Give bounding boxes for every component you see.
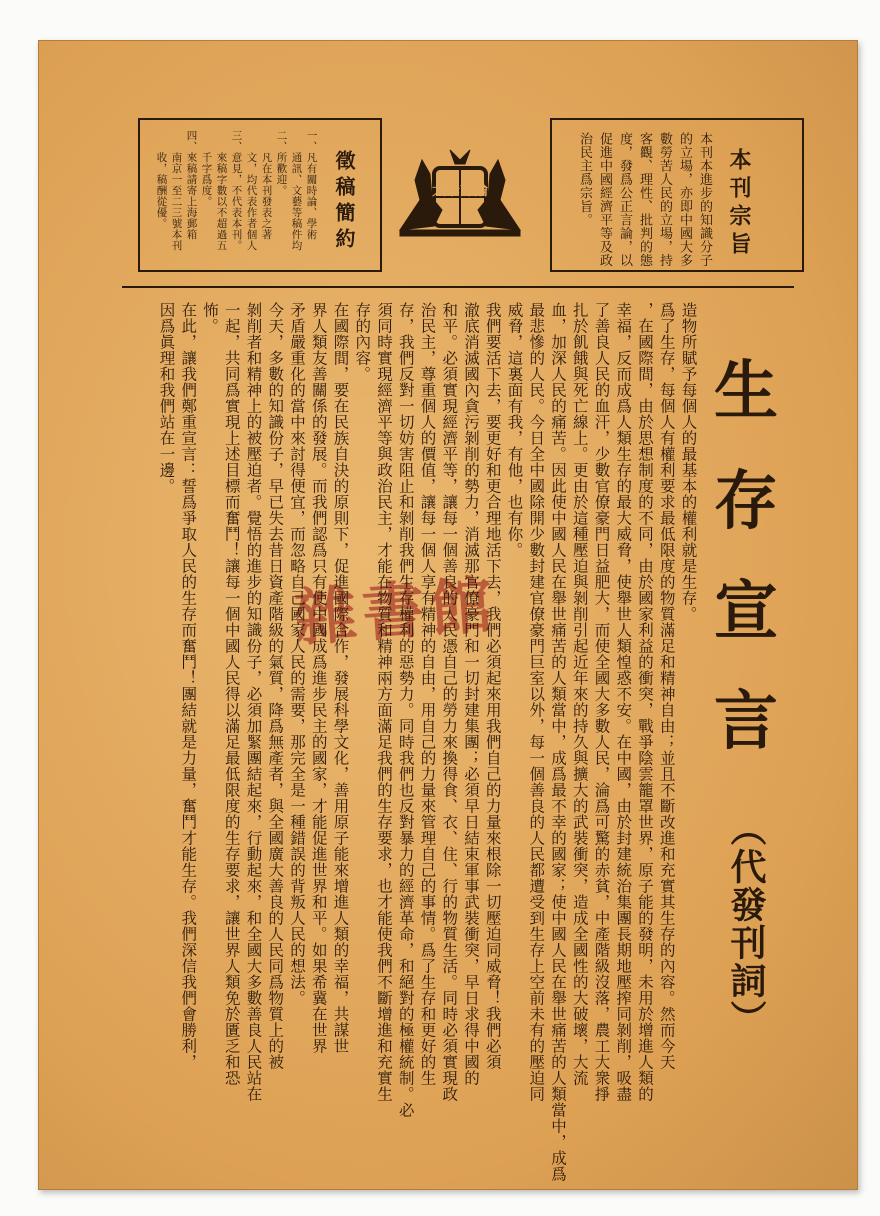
article-column: 因爲眞理和我們站在一邊。 <box>157 302 176 494</box>
submission-line: 四、來稿請寄上海郵箱 <box>185 130 198 240</box>
mission-line: 的立場，亦即中國大多 <box>677 132 692 267</box>
article-column: 血，加深人民的痛苦。因此使中國人民在舉世痛苦的人類當中，成爲最不幸的國家；使中國人民在舉世痛苦的人類當中，成爲 <box>549 302 567 1182</box>
article-column: 界人類友善關係的發展。而我們認爲只有使中國成爲進步民主的國家，才能促進世界和平。如果希冀在世界 <box>309 302 328 1054</box>
article-column: 威脅，這裏面有我，有他，也有你。 <box>505 302 524 558</box>
submission-line: 南京一至二三號本刊 <box>170 130 183 251</box>
article-column: 須同時實現經濟平等與政治民主，才能在物質和精神兩方面滿足我們的生存要求，也才能使我們不斷增進和充實生 <box>375 302 393 1102</box>
document-page <box>38 40 858 1190</box>
article-title-char: 存 <box>714 464 778 539</box>
article-subtitle: （代發刊詞） <box>725 810 767 1038</box>
article-column: 怖。 <box>201 302 219 334</box>
submission-line: 來稿字數以不超過五 <box>215 130 228 251</box>
article-column: 存的內容。 <box>353 302 372 382</box>
emblem-label: 大學評論 <box>432 183 488 199</box>
article-column: 最悲慘的人民。今日全中國除開少數封建官僚豪門巨室以外，每一個善良的人民都遭受到生存上空前未有的壓迫同 <box>527 302 546 1102</box>
article-title-char: 言 <box>714 684 778 759</box>
article-column: 幸福，反而成爲人類生存的最大威脅，使舉世人類惶惑不安。在中國，由於封建統治集團長期地壓搾同剝削，吸盡 <box>614 302 633 1102</box>
article-column: 存，我們反對一切妨害阻止和剝削我們生存權利的惡勢力。同時我們也反對暴力的經濟革命，和絕對的極權統制。必 <box>396 302 415 1118</box>
mission-line: 客觀、理性、批判的態 <box>637 132 652 267</box>
article-column: 一起，共同爲實現上述目標而奮鬥！讓每一個中國人民得以滿足最低限度的生存要求，讓世界人類免於匱乏和恐 <box>222 302 241 1086</box>
article-column: 今天，多數的知識份子，早已失去昔日資產階級的氣質，降爲無產者，與全國廣大善良的人民同爲物質上的被 <box>266 302 285 1070</box>
article-column: 我們要活下去，要更好和更合理地活下去，我們必須起來用我們自己的力量來根除一切壓迫同威脅！我們必須 <box>483 302 502 1070</box>
submission-line: 收，稿酬從優。 <box>155 130 168 229</box>
mission-line: 促進中國經濟平等及政 <box>597 132 612 267</box>
article-column: 剝削者和精神上的被壓迫者。覺悟的進步的知識份子，必須加緊團結起來，行動起來，和全國大多數善良人民站在 <box>244 302 263 1102</box>
article-column: 造物所賦予每個人的最基本的權利就是生存。 <box>679 302 698 622</box>
submission-line: 二、所歡迎。 <box>275 130 288 213</box>
mission-line: 度，發爲公正言論，以 <box>617 132 632 267</box>
mission-line: 治民主爲宗旨。 <box>577 132 592 227</box>
submission-line: 千字爲度。 <box>200 130 213 207</box>
mission-title: 本刊宗旨 <box>726 148 752 260</box>
article-title-char: 生 <box>714 354 778 429</box>
article-column: ，在國際間，由於思想制度的不同，由於國家利益的衝突，戰爭陰雲籠罩世界，原子能的發明，未用於增進人類的 <box>636 302 654 1102</box>
article-column: 了善良人民的血汗，少數官僚豪門日益肥大，而使全國大多數人民，淪爲可驚的赤貧，中產階級沒落，農工大衆掙 <box>592 302 611 1102</box>
submission-line: 三、意見，不代表本刊。 <box>230 130 243 251</box>
article-column: 矛盾嚴重化的當中來討得便宜，而忽略自己國家人民的需要，那完全是一種錯誤的背叛人民的想法。 <box>288 302 306 1006</box>
watermark-stamp: 雜書館 <box>292 567 501 656</box>
mission-line: 數勞苦人民的立場，持 <box>657 132 672 267</box>
article-column: 在此，讓我們鄭重宣言：誓爲爭取人民的生存而奮鬥！團結就是力量，奮鬥才能生存。我們深信我們會勝利， <box>179 302 198 1070</box>
mission-line: 本刊本進步的知識分子 <box>697 132 712 267</box>
submission-line: 凡在本刊發表之著 <box>260 130 273 240</box>
header-rule <box>122 286 794 288</box>
article-column: 扎於飢餓與死亡線上。更由於這種壓迫與剝削引起近年來的持久與擴大的武裝衝突，造成全國性的大破壞，大流 <box>570 302 589 1086</box>
article-column: 澈底消滅國內貪污剝削的勢力，消滅那官僚豪門和一切封建集團；必須早日結束軍事武裝衝突，早日求得中國的 <box>462 302 480 1086</box>
university-review-emblem <box>390 140 530 250</box>
submission-line: 一、凡有關時論、學術 <box>305 130 318 240</box>
submission-line: 文，均代表作者個人 <box>245 130 258 251</box>
article-column: 和平。必須實現經濟平等，讓每一個善良的人民憑自己的勞力來換得食、衣、住、行的物質生活。同時必須實現政 <box>440 302 459 1102</box>
article-column: 治民主，尊重個人的價值，讓每一個人享有精神的自由，用自己的力量來管理自己的事情。爲了生存和更好的生 <box>418 302 437 1086</box>
article-column: 爲了生存，每個人有權利要求最低限度的物質滿足和精神自由；並且不斷改進和充實其生存的內容。然而今天 <box>657 302 676 1070</box>
article-title-char: 宣 <box>714 574 778 649</box>
article-column: 在國際間，要在民族自決的原則下，促進國際合作，發展科學文化，善用原子能來增進人類的幸福，共謀世 <box>331 302 350 1054</box>
submission-line: 通訊、文藝等稿件均 <box>290 130 303 251</box>
submission-title: 徵稿簡約 <box>332 150 356 254</box>
